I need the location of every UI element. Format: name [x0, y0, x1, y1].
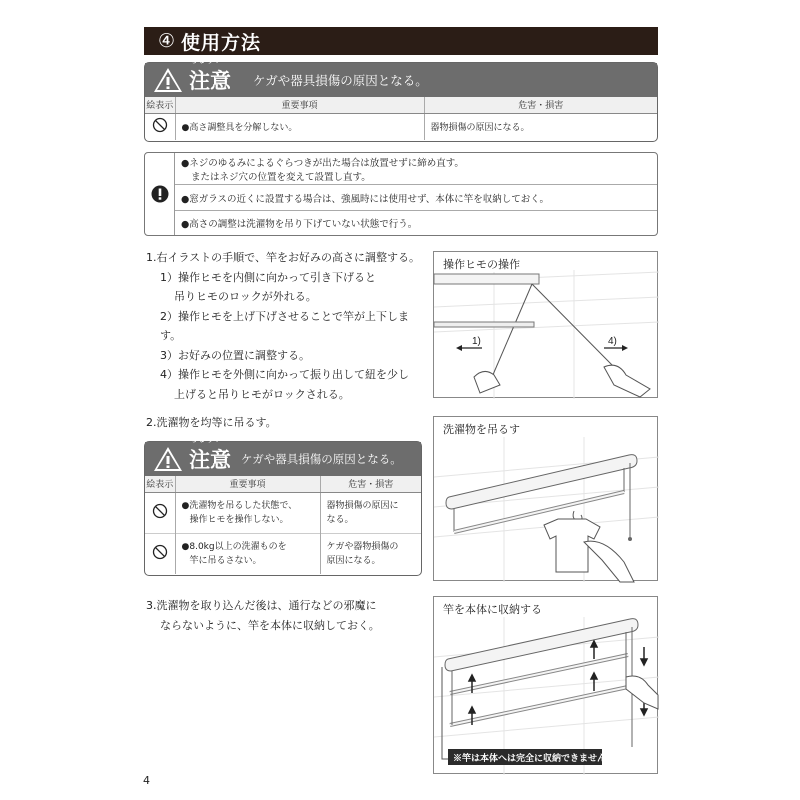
- illustration-store-pole: [433, 596, 658, 774]
- caution-desc: ケガや器具損傷の原因となる。: [241, 452, 402, 466]
- col-header-harm: 危害・損害: [424, 97, 657, 113]
- step2-heading: 2.洗濯物を均等に吊るす。: [146, 416, 277, 429]
- prohibited-icon: [145, 113, 175, 140]
- section-title: 使用方法: [181, 31, 262, 54]
- warning-item: [175, 153, 657, 185]
- storage-note: ※竿は本体へは完全に収納できません。: [453, 753, 616, 763]
- illustration-title: 竿を本体に収納する: [443, 603, 542, 616]
- caution-desc: ケガや器具損傷の原因となる。: [253, 73, 428, 88]
- step1-substep: 吊りヒモのロックが外れる。: [174, 290, 317, 303]
- warning-line: ●ネジのゆるみによるぐらつきが出た場合は放置せずに締め直す。: [181, 157, 464, 169]
- caution-harm: [320, 533, 421, 574]
- step2-text: [146, 413, 277, 433]
- warning-line: ●高さの調整は洗濯物を吊り下げていない状態で行う。: [181, 219, 418, 230]
- col-header-item: 重要事項: [175, 97, 424, 113]
- warning-line: ●窓ガラスの近くに設置する場合は、強風時には使用せず、本体に竿を収納しておく。: [181, 193, 550, 205]
- illustration-title: 洗濯物を吊るす: [443, 423, 520, 436]
- col-header-icon: 絵表示: [145, 97, 175, 113]
- section-header: [144, 27, 658, 55]
- page-number: 4: [143, 774, 150, 787]
- caution-label: 注意: [189, 448, 231, 472]
- arrow-label-left: 1): [472, 336, 481, 347]
- caution-item-line: ●洗濯物を吊るした状態で、: [181, 500, 298, 511]
- section-number: ④: [158, 30, 176, 52]
- col-header-item: 重要事項: [175, 476, 320, 492]
- hang-laundry-drawing: [434, 417, 659, 582]
- step1-substep: 1）操作ヒモを内側に向かって引き下げると: [160, 270, 376, 284]
- col-header-icon: 絵表示: [145, 476, 175, 492]
- warning-item: [175, 185, 657, 211]
- caution-item: [175, 533, 320, 574]
- caution-harm-line: 原因になる。: [326, 555, 381, 566]
- step3-line: ならないように、竿を本体に収納しておく。: [160, 618, 380, 632]
- table-row: [145, 492, 421, 533]
- table-row: [145, 533, 421, 574]
- col-header-harm: 危害・損害: [320, 476, 421, 492]
- caution-ruby: ちゅうい: [191, 58, 224, 65]
- warning-item: [175, 211, 657, 235]
- cord-operation-drawing: [434, 252, 659, 399]
- step1-substep: 上げると吊りヒモがロックされる。: [174, 387, 350, 401]
- arrow-label-right: 4): [608, 336, 617, 347]
- caution-label: 注意: [189, 69, 231, 93]
- caution-harm-line: なる。: [326, 514, 354, 525]
- caution-table: [145, 476, 421, 574]
- caution-header: [145, 58, 657, 97]
- illustration-title: 操作ヒモの操作: [443, 258, 520, 271]
- exclamation-icon: [145, 153, 175, 235]
- store-pole-drawing: [434, 597, 659, 775]
- step1-substep: 3）お好みの位置に調整する。: [160, 348, 310, 362]
- prohibited-icon: [145, 533, 175, 574]
- caution-item: [175, 492, 320, 533]
- warning-triangle-icon: [153, 67, 183, 93]
- caution-harm-line: ケガや器物損傷の: [326, 541, 399, 552]
- caution-header: [145, 437, 421, 476]
- caution-item: ●高さ調整具を分解しない。: [175, 113, 424, 140]
- caution-word: [189, 437, 231, 474]
- caution-harm: 器物損傷の原因になる。: [424, 113, 657, 140]
- step3-text: [146, 596, 380, 635]
- table-row: [145, 113, 657, 140]
- caution-item-line: ●8.0kg以上の洗濯ものを: [181, 541, 287, 552]
- caution-box-2: [144, 437, 422, 576]
- illustration-cord-operation: [433, 251, 658, 398]
- step1-text: [146, 248, 426, 404]
- caution-harm-line: 器物損傷の原因に: [326, 500, 399, 511]
- prohibited-icon: [145, 492, 175, 533]
- illustration-hang-laundry: [433, 416, 658, 581]
- step1-heading: 1.右イラストの手順で、竿をお好みの高さに調整する。: [146, 251, 420, 264]
- warning-triangle-icon: [153, 446, 183, 472]
- step1-substep: 4）操作ヒモを外側に向かって振り出して紐を少し: [160, 368, 409, 381]
- warning-box: [144, 152, 658, 236]
- caution-box-1: [144, 58, 658, 142]
- caution-item-line: 操作ヒモを操作しない。: [189, 514, 289, 525]
- warning-line: またはネジ穴の位置を変えて設置し直す。: [191, 171, 371, 183]
- step1-substep: 2）操作ヒモを上げ下げさせることで竿が上下します。: [160, 309, 409, 342]
- caution-item-line: 竿に吊るさない。: [189, 555, 262, 566]
- caution-word: [189, 58, 231, 95]
- caution-harm: [320, 492, 421, 533]
- caution-table: [145, 97, 657, 140]
- caution-ruby: ちゅうい: [191, 437, 224, 444]
- step3-heading: 3.洗濯物を取り込んだ後は、通行などの邪魔に: [146, 599, 377, 612]
